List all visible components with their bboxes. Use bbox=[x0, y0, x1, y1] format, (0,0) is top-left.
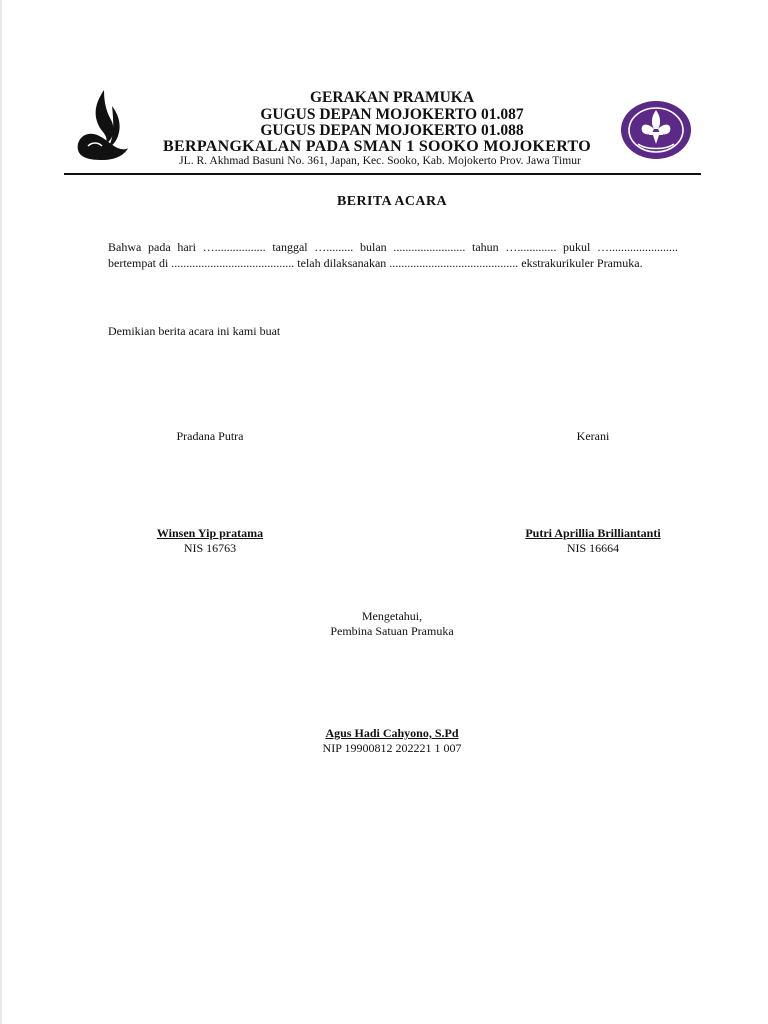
address: JL. R. Akhmad Basuni No. 361, Japan, Kec. Sooko, Kab. Mojokerto Prov. Jawa Timur bbox=[179, 154, 581, 167]
gugus-depan-2: GUGUS DEPAN MOJOKERTO 01.088 bbox=[260, 122, 524, 139]
closing-sentence: Demikian berita acara ini kami buat bbox=[108, 324, 281, 338]
header-divider bbox=[64, 173, 701, 175]
signatory-right-role: Kerani bbox=[576, 429, 610, 443]
acknowledgement-label: Mengetahui, bbox=[361, 609, 423, 623]
page-edge bbox=[0, 0, 2, 1024]
signatory-right-name: Putri Aprillia Brilliantanti bbox=[525, 526, 661, 540]
signatory-center-id: NIP 19900812 202221 1 007 bbox=[322, 741, 462, 755]
body-paragraph: Bahwa pada hari …................. tanggal …......... bulan ........................ tahun …............. pukul …....................... bertempat di ......................................... telah dilaksanakan ........................................... ekstrakurikuler Pramuka. bbox=[108, 240, 678, 270]
scout-fleur-de-lis-icon bbox=[620, 100, 692, 160]
signatory-left-id: NIS 16763 bbox=[183, 541, 237, 555]
signatory-left-name: Winsen Yip pratama bbox=[156, 526, 264, 540]
signatory-center-name: Agus Hadi Cahyono, S.Pd bbox=[325, 726, 459, 740]
signatory-center bbox=[284, 726, 500, 756]
signatory-center-role: Pembina Satuan Pramuka bbox=[330, 624, 454, 638]
signatory-left-role: Pradana Putra bbox=[176, 429, 244, 443]
gugus-depan-1: GUGUS DEPAN MOJOKERTO 01.087 bbox=[260, 106, 524, 123]
document-title: BERITA ACARA bbox=[337, 194, 447, 209]
base-school: BERPANGKALAN PADA SMAN 1 SOOKO MOJOKERTO bbox=[163, 138, 591, 155]
acknowledgement bbox=[284, 609, 500, 639]
signatory-right bbox=[493, 526, 693, 556]
signatory-left bbox=[118, 526, 302, 556]
org-name: GERAKAN PRAMUKA bbox=[309, 89, 475, 106]
tunas-kelapa-icon bbox=[74, 88, 130, 164]
signatory-right-id: NIS 16664 bbox=[566, 541, 620, 555]
